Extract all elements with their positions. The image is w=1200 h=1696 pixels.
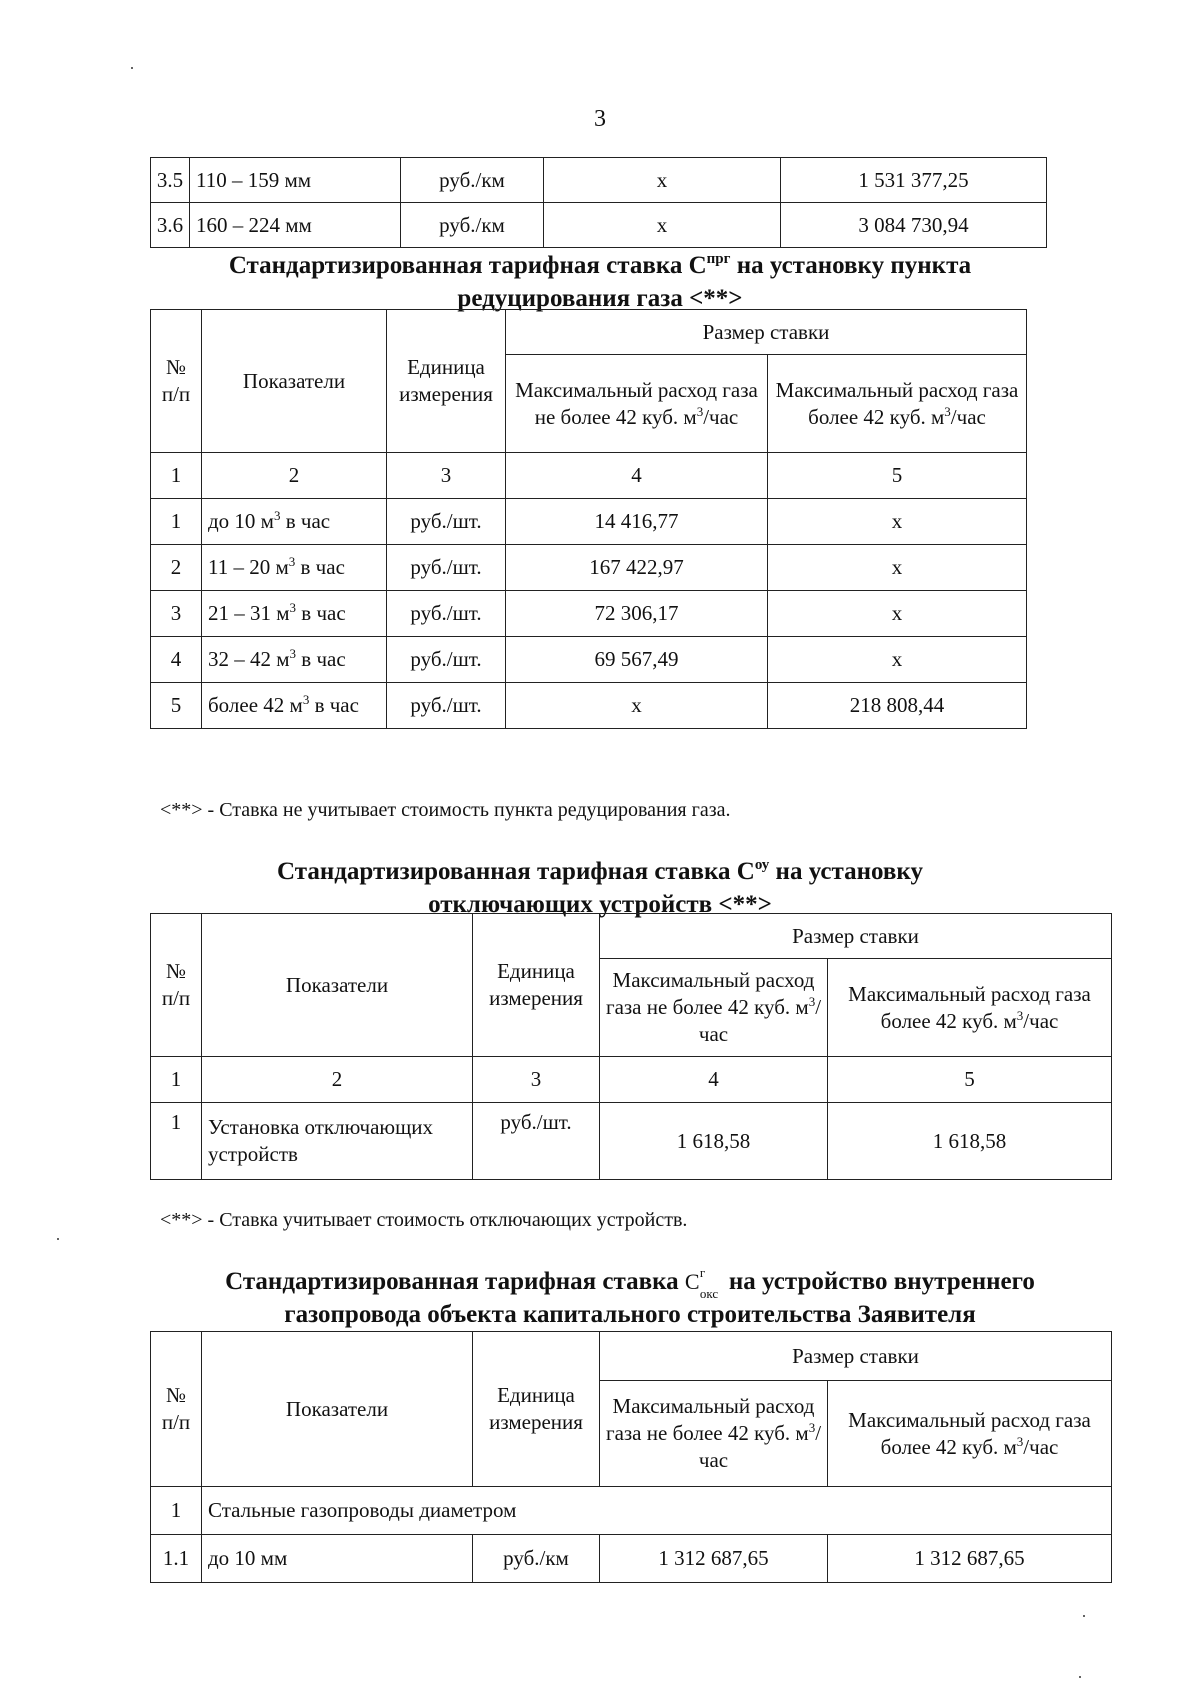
scan-speck bbox=[57, 1238, 59, 1240]
header-max-gt42: Максимальный расход газа более 42 куб. $м^3$/час bbox=[828, 1381, 1112, 1487]
header-rate-size: Размер ставки bbox=[506, 310, 1027, 355]
section1-note: <**> - Ставка не учитывает стоимость пункта редуцирования газа. bbox=[160, 799, 731, 821]
table-continuation bbox=[150, 157, 1047, 248]
row-unit: руб./шт. bbox=[387, 683, 506, 729]
row-value-le42: х bbox=[544, 158, 781, 203]
row-number: 1 bbox=[151, 1103, 202, 1180]
row-unit: руб./шт. bbox=[387, 637, 506, 683]
row-value-gt42: х bbox=[768, 499, 1027, 545]
row-number: 2 bbox=[151, 545, 202, 591]
header-unit: Единица измерения bbox=[473, 1332, 600, 1487]
header-num: № п/п bbox=[151, 310, 202, 453]
section1-title: Стандартизированная тарифная ставка $С^{прг}$ на установку пункта редуцирования газа <**> bbox=[228, 251, 972, 312]
scan-speck bbox=[131, 67, 133, 69]
header-unit: Единица измерения bbox=[387, 310, 506, 453]
row-unit: руб./км bbox=[401, 203, 544, 248]
table-header-row bbox=[151, 1332, 1112, 1381]
row-value-le42: 1 618,58 bbox=[600, 1103, 828, 1180]
row-value-gt42: х bbox=[768, 637, 1027, 683]
header-max-le42: Максимальный расход газа не более 42 куб. $м^3$/час bbox=[506, 355, 768, 453]
row-unit: руб./км bbox=[401, 158, 544, 203]
row-number: 5 bbox=[151, 683, 202, 729]
table-row bbox=[151, 683, 1027, 729]
column-number: 3 bbox=[387, 453, 506, 499]
group-label: Стальные газопроводы диаметром bbox=[202, 1487, 1112, 1535]
row-indicator: Установка отключающих устройств bbox=[202, 1103, 473, 1180]
row-indicator: до 10 мм bbox=[202, 1535, 473, 1583]
row-value-le42: 69 567,49 bbox=[506, 637, 768, 683]
column-number: 1 bbox=[151, 1057, 202, 1103]
header-max-le42: Максимальный расход газа не более 42 куб. $м^3$/час bbox=[600, 959, 828, 1057]
row-value-le42: 167 422,97 bbox=[506, 545, 768, 591]
table-prg bbox=[150, 309, 1027, 729]
page-number: 3 bbox=[594, 106, 606, 132]
header-rate-size: Размер ставки bbox=[600, 1332, 1112, 1381]
scan-speck bbox=[1079, 1676, 1081, 1678]
section3-title: Стандартизированная тарифная ставка С г окс на устройство внутреннего газопровода объекта капитального строительства Заявителя bbox=[225, 1265, 1035, 1328]
column-number-row bbox=[151, 453, 1027, 499]
header-max-le42: Максимальный расход газа не более 42 куб. $м^3$/час bbox=[600, 1381, 828, 1487]
table-row bbox=[151, 1535, 1112, 1583]
row-number: 3 bbox=[151, 591, 202, 637]
column-number: 2 bbox=[202, 453, 387, 499]
header-unit: Единица измерения bbox=[473, 914, 600, 1057]
column-number: 5 bbox=[768, 453, 1027, 499]
row-value-le42: х bbox=[544, 203, 781, 248]
row-indicator: 11 – 20 $м^3$ в час bbox=[202, 545, 387, 591]
row-indicator: 160 – 224 мм bbox=[190, 203, 401, 248]
column-number: 2 bbox=[202, 1057, 473, 1103]
row-value-le42: 1 312 687,65 bbox=[600, 1535, 828, 1583]
column-number-row bbox=[151, 1057, 1112, 1103]
header-num: № п/п bbox=[151, 1332, 202, 1487]
scan-speck bbox=[1083, 1615, 1085, 1617]
row-value-gt42: 218 808,44 bbox=[768, 683, 1027, 729]
row-unit: руб./шт. bbox=[387, 591, 506, 637]
table-header-row bbox=[151, 310, 1027, 355]
table-group-row bbox=[151, 1487, 1112, 1535]
row-indicator: до 10 $м^3$ в час bbox=[202, 499, 387, 545]
row-indicator: 32 – 42 $м^3$ в час bbox=[202, 637, 387, 683]
table-oks bbox=[150, 1331, 1112, 1583]
row-value-gt42: 1 618,58 bbox=[828, 1103, 1112, 1180]
row-number: 1 bbox=[151, 1487, 202, 1535]
column-number: 4 bbox=[600, 1057, 828, 1103]
header-indicators: Показатели bbox=[202, 1332, 473, 1487]
column-number: 5 bbox=[828, 1057, 1112, 1103]
row-number: 3.5 bbox=[151, 158, 190, 203]
row-indicator: более 42 $м^3$ в час bbox=[202, 683, 387, 729]
table-row bbox=[151, 203, 1047, 248]
row-value-le42: х bbox=[506, 683, 768, 729]
column-number: 1 bbox=[151, 453, 202, 499]
header-indicators: Показатели bbox=[202, 310, 387, 453]
section2-title: Стандартизированная тарифная ставка $С^{оу}$ на установку отключающих устройств <**> bbox=[277, 857, 923, 918]
table-row bbox=[151, 158, 1047, 203]
header-rate-size: Размер ставки bbox=[600, 914, 1112, 959]
row-value-gt42: х bbox=[768, 591, 1027, 637]
row-value-le42: 72 306,17 bbox=[506, 591, 768, 637]
table-header-row bbox=[151, 914, 1112, 959]
row-number: 3.6 bbox=[151, 203, 190, 248]
row-unit: руб./шт. bbox=[473, 1103, 600, 1180]
row-value-gt42: 1 312 687,65 bbox=[828, 1535, 1112, 1583]
table-row bbox=[151, 637, 1027, 683]
row-value-gt42: х bbox=[768, 545, 1027, 591]
row-unit: руб./км bbox=[473, 1535, 600, 1583]
table-row bbox=[151, 591, 1027, 637]
table-ou bbox=[150, 913, 1112, 1180]
row-number: 1.1 bbox=[151, 1535, 202, 1583]
table-row bbox=[151, 545, 1027, 591]
row-number: 4 bbox=[151, 637, 202, 683]
column-number: 3 bbox=[473, 1057, 600, 1103]
row-value-le42: 14 416,77 bbox=[506, 499, 768, 545]
header-max-gt42: Максимальный расход газа более 42 куб. $м^3$/час bbox=[828, 959, 1112, 1057]
section2-note: <**> - Ставка учитывает стоимость отключающих устройств. bbox=[160, 1209, 688, 1231]
row-indicator: 110 – 159 мм bbox=[190, 158, 401, 203]
row-value-gt42: 3 084 730,94 bbox=[781, 203, 1047, 248]
table-row bbox=[151, 499, 1027, 545]
row-number: 1 bbox=[151, 499, 202, 545]
row-indicator: 21 – 31 $м^3$ в час bbox=[202, 591, 387, 637]
row-unit: руб./шт. bbox=[387, 499, 506, 545]
header-num: № п/п bbox=[151, 914, 202, 1057]
symbol-c-oks: С г окс bbox=[684, 1265, 719, 1301]
row-value-gt42: 1 531 377,25 bbox=[781, 158, 1047, 203]
row-unit: руб./шт. bbox=[387, 545, 506, 591]
header-max-gt42: Максимальный расход газа более 42 куб. $м^3$/час bbox=[768, 355, 1027, 453]
column-number: 4 bbox=[506, 453, 768, 499]
table-row bbox=[151, 1103, 1112, 1180]
header-indicators: Показатели bbox=[202, 914, 473, 1057]
